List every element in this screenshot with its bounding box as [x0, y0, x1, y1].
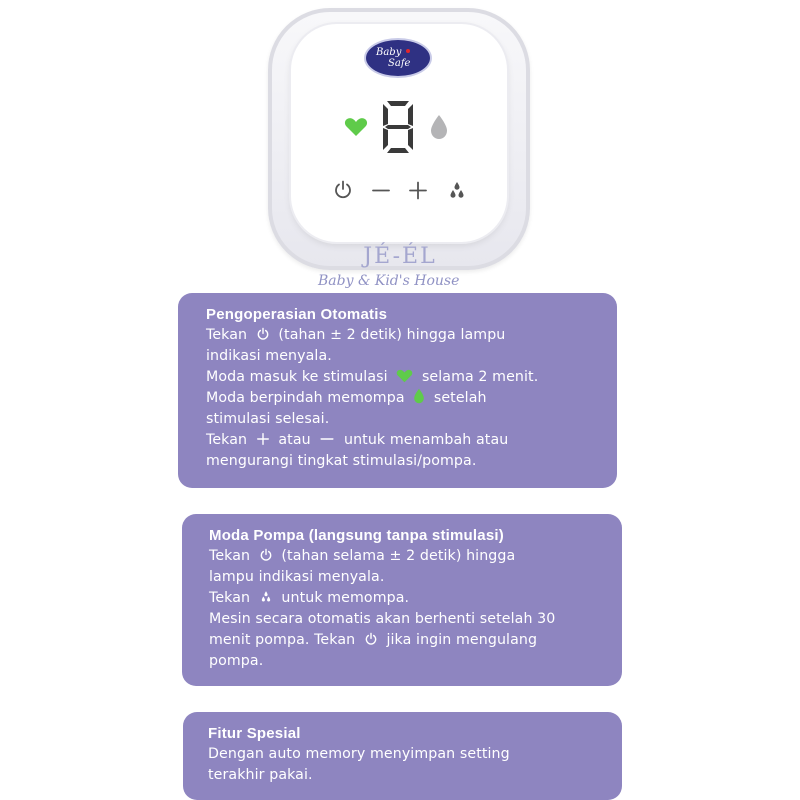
pump-drops-icon: [451, 182, 464, 198]
text-segment: untuk menambah atau: [343, 432, 509, 448]
text-line: pompa.: [209, 653, 264, 669]
minus-button[interactable]: [369, 178, 393, 202]
drop-icon: [429, 114, 449, 140]
text-segment: (tahan selama ± 2 detik) hingga: [281, 548, 516, 564]
logo-text-line1: Baby: [376, 47, 402, 58]
text-line: [209, 546, 622, 567]
text-segment: Tekan: [206, 432, 248, 448]
text-line: lampu indikasi menyala.: [209, 569, 385, 585]
text-segment: jika ingin mengulang: [386, 632, 538, 648]
brand-logo: [366, 40, 430, 76]
plus-icon: [410, 183, 426, 199]
text-line: terakhir pakai.: [208, 767, 313, 783]
text-line: stimulasi selesai.: [206, 411, 330, 427]
power-icon: [364, 632, 378, 646]
text-line: [209, 588, 622, 609]
text-line: [206, 430, 617, 451]
text-segment: Tekan: [206, 327, 248, 343]
card-title: Moda Pompa (langsung tanpa stimulasi): [209, 527, 504, 544]
text-line: Mesin secara otomatis akan berhenti setelah 30: [209, 611, 556, 627]
pump-drops-icon: [259, 589, 273, 604]
text-line: [206, 325, 617, 346]
drop-icon: [413, 388, 425, 404]
power-icon: [259, 548, 273, 562]
text-segment: atau: [278, 432, 311, 448]
text-line: [209, 630, 622, 651]
heart-icon: [344, 117, 368, 137]
card-automatic-operation: [178, 293, 617, 488]
power-icon: [256, 327, 270, 341]
card-title: Pengoperasian Otomatis: [206, 306, 388, 323]
logo-text-line2: Safe: [388, 58, 411, 69]
logo-dot: [406, 49, 410, 53]
card-title: Fitur Spesial: [208, 725, 301, 742]
watermark-title: JÉ-ÉL: [363, 244, 437, 269]
power-button[interactable]: [331, 178, 355, 202]
card-special-feature: [183, 712, 622, 800]
text-segment: Moda masuk ke stimulasi: [206, 369, 388, 385]
seven-segment-digit: [381, 99, 415, 155]
text-segment: setelah: [433, 390, 487, 406]
text-line: mengurangi tingkat stimulasi/pompa.: [206, 453, 477, 469]
text-line: [206, 388, 617, 409]
card-pump-mode: [182, 514, 622, 686]
text-segment: (tahan ± 2 detik) hingga lampu: [278, 327, 506, 343]
text-segment: selama 2 menit.: [421, 369, 539, 385]
minus-icon: [319, 432, 335, 446]
text-segment: untuk memompa.: [281, 590, 410, 606]
text-segment: Tekan: [209, 590, 251, 606]
watermark-subtitle: Baby & Kid's House: [318, 273, 460, 289]
text-segment: Moda berpindah memompa: [206, 390, 405, 406]
plus-button[interactable]: [406, 178, 430, 202]
heart-icon: [396, 369, 413, 383]
text-line: indikasi menyala.: [206, 348, 332, 364]
text-segment: menit pompa. Tekan: [209, 632, 356, 648]
power-icon: [336, 182, 350, 198]
text-line: [206, 367, 617, 388]
pump-button[interactable]: [445, 178, 469, 202]
plus-icon: [256, 432, 270, 446]
text-line: Dengan auto memory menyimpan setting: [208, 746, 510, 762]
text-segment: Tekan: [209, 548, 251, 564]
